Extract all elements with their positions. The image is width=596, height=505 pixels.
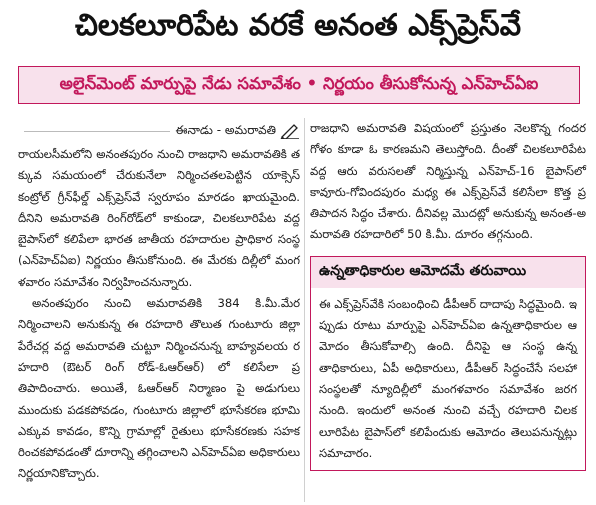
left-paragraph-1: రాయలసీమలోని అనంతపురం నుంచి రాజధాని అమరావతికి తక్కువ సమయంలో చేరుకునేలా నిర్మించతలపెట్టిన యాక్సెస్ కంట్రోల్ గ్రీన్‌ఫీల్డ్ ఎక్స్‌ప్రెస్‌వే స్వరూపం మారడం ఖాయమైంది. దీనిని అమరావతి రింగ్‌రోడ్‌లో కాకుండా, చిలకలూరిపేట వద్ద బైపాస్‌లో కలిపేలా భారత జాతీయ రహదారుల ప్రాధికార సంస్థ (ఎన్‌హెచ్‌ఏఐ) నిర్ణయం తీసుకోనుంది. ఈ మేరకు దిల్లీలో మంగళవారం సమావేశం నిర్వహించనున్నారు. — [18, 147, 300, 289]
headline: చిలకలూరిపేట వరకే అనంత ఎక్స్‌ప్రెస్‌వే — [74, 8, 522, 43]
sidebar-box — [310, 256, 586, 471]
byline-rule-left — [24, 131, 170, 132]
right-paragraph-1: రాజధాని అమరావతి విషయంలో ప్రస్తుతం నెలకొన్న గందరగోళం కూడా ఓ కారణమని తెలుస్తోంది. దీంతో చిలకలూరిపేట వద్ద ఆరు వరుసలతో నిర్మిస్తున్న ఎన్‌హెచ్-16 బైపాస్‌లో కావూరు-గోవిందపురం మధ్య ఈ ఎక్స్‌ప్రెస్‌వే కలిసేలా కొత్త ప్రతిపాదన సిద్ధం చేశారు. దీనివల్ల మొదట్లో అనుకున్న అనంత-అమరావతి రహదారిలో 50 కి.మీ. దూరం తగ్గనుంది. — [310, 121, 586, 242]
byline-text: ఈనాడు - అమరావతి — [175, 122, 276, 137]
sidebar-box-title: ఉన్నతాధికారుల ఆమోదమే తరువాయి — [311, 257, 585, 288]
pen-icon — [280, 123, 300, 139]
right-column — [310, 118, 586, 471]
left-article-body — [18, 144, 300, 485]
left-column — [18, 118, 300, 485]
byline — [18, 118, 300, 144]
sidebar-box-body — [311, 288, 585, 470]
right-article-body — [310, 118, 586, 246]
subheadline: అలైన్‌మెంట్ మార్పుపై నేడు సమావేశం • నిర్ణయం తీసుకోనున్న ఎన్‌హెచ్‌ఏఐ — [18, 66, 580, 104]
column-divider — [304, 118, 305, 502]
left-paragraph-2: అనంతపురం నుంచి అమరావతికి 384 కి.మీ.మేర నిర్మించాలని అనుకున్న ఈ రహదారి తొలుత గుంటూరు జిల్లా పేరేచర్ల వద్ద అమరావతి చుట్టూ నిర్మించనున్న బాహ్యవలయ రహదారి (ఔటర్ రింగ్ రోడ్-ఓఆర్ఆర్) లో కలిసేలా ప్రతిపాదించారు. అయితే, ఓఆర్ఆర్ నిర్మాణం పై అడుగులు ముందుకు పడకపోవడం, గుంటూరు జిల్లాలో భూసేకరణ భూమి ఎక్కువ కావడం, కొన్ని గ్రామాల్లో రైతులు భూసేకరణకు సహకరించకపోవడంతో దూరాన్ని తగ్గించాలని ఎన్‌హెచ్‌ఏఐ అధికారులు నిర్ణయానికొచ్చారు. — [18, 296, 300, 481]
sidebar-paragraph-1: ఈ ఎక్స్‌ప్రెస్‌వేకి సంబంధించి డీపీఆర్ దాదాపు సిద్ధమైంది. ఇప్పుడు రూటు మార్పుపై ఎన్‌హెచ్‌ఏఐ ఉన్నతాధికారుల ఆమోదం తీసుకోవాల్సి ఉంది. దీనిపై ఆ సంస్థ ఉన్నతాధికారులు, ఏపీ అధికారులు, డీపీఆర్ సిద్ధంచేసే సలహా సంస్థలతో న్యూదిల్లీలో మంగళవారం సమావేశం జరగనుంది. ఇందులో అనంత నుంచి వచ్చే రహదారి చిలకలూరిపేట బైపాస్‌లో కలిపేందుకు ఆమోదం తెలుపనున్నట్లు సమాచారం. — [319, 296, 577, 460]
